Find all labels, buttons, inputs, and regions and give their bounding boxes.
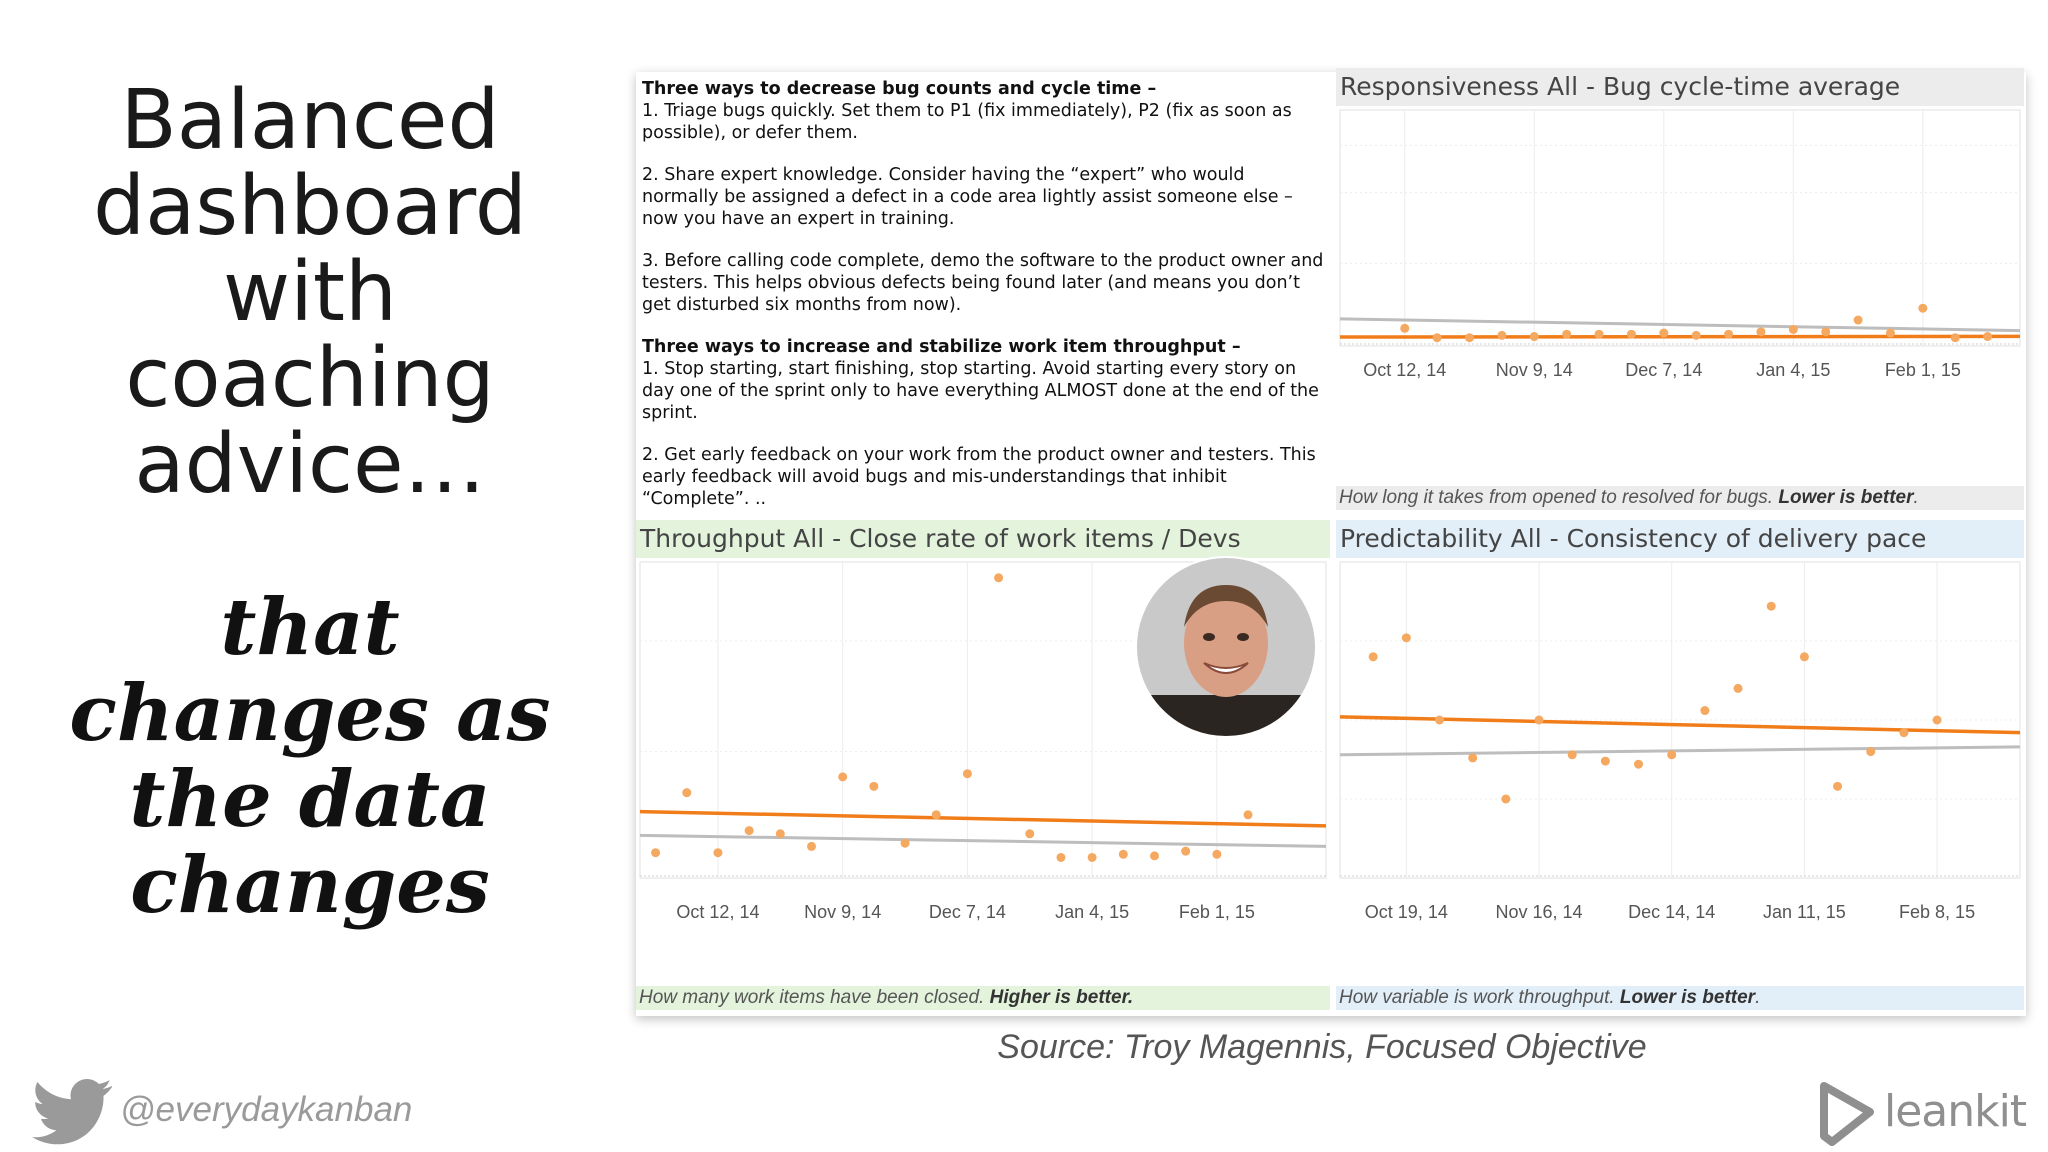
advice-item: 3. Before calling code complete, demo the software to the product owner and testers. This helps obvious defects being found later (and means you don’t get disturbed six months from now). — [642, 251, 1324, 315]
x-tick-label: Nov 9, 14 — [1495, 360, 1573, 380]
data-point — [651, 848, 660, 857]
data-point — [1918, 304, 1927, 313]
data-point — [1627, 330, 1636, 339]
leankit-logo-icon — [1818, 1082, 1876, 1146]
data-point — [1634, 760, 1643, 769]
data-point — [1659, 329, 1668, 338]
data-point — [963, 769, 972, 778]
title-line: with — [223, 245, 397, 340]
data-point — [1951, 333, 1960, 342]
x-tick-label: Dec 7, 14 — [928, 902, 1006, 922]
source-credit: Source: Troy Magennis, Focused Objective — [997, 1028, 1647, 1066]
data-point — [1535, 716, 1544, 725]
data-point — [1400, 324, 1409, 333]
advice-item: 2. Get early feedback on your work from the product owner and testers. This early feedback will avoid bugs and mis-understandings that inhibit “Complete”. .. — [642, 445, 1316, 509]
title-line: dashboard — [93, 159, 527, 254]
data-point — [1983, 332, 1992, 341]
slide-title — [60, 73, 560, 512]
data-point — [1886, 329, 1895, 338]
x-tick-label: Nov 9, 14 — [804, 902, 882, 922]
subtitle-line: changes as — [69, 668, 551, 759]
presenter-avatar — [1134, 555, 1318, 739]
responsiveness-title: Responsiveness All - Bug cycle-time average — [1336, 68, 2024, 106]
x-tick-label: Dec 7, 14 — [1625, 360, 1703, 380]
x-tick-label: Feb 8, 15 — [1899, 902, 1976, 922]
data-point — [1789, 325, 1798, 334]
trend-line — [1340, 336, 2020, 337]
data-point — [1595, 330, 1604, 339]
data-point — [994, 573, 1003, 582]
x-tick-label: Feb 1, 15 — [1884, 360, 1961, 380]
data-point — [1833, 782, 1842, 791]
advice-item: 1. Triage bugs quickly. Set them to P1 (fix immediately), P2 (fix as soon as possible), or defer them. — [642, 101, 1292, 143]
data-point — [1435, 716, 1444, 725]
data-point — [1369, 652, 1378, 661]
subtitle-line: that — [220, 582, 400, 673]
data-point — [932, 810, 941, 819]
coaching-advice — [642, 78, 1326, 518]
data-point — [1866, 747, 1875, 756]
slide-subtitle — [60, 582, 560, 931]
data-point — [869, 782, 878, 791]
subtitle-line: the data — [129, 754, 491, 845]
data-point — [1088, 853, 1097, 862]
x-tick-label: Jan 4, 15 — [1055, 902, 1130, 922]
throughput-caption: How many work items have been closed. Higher is better. — [636, 986, 1330, 1010]
advice-heading: Three ways to increase and stabilize work item throughput – — [642, 337, 1241, 357]
data-point — [1025, 829, 1034, 838]
predictability-title: Predictability All - Consistency of delivery pace — [1336, 520, 2024, 558]
data-point — [1181, 847, 1190, 856]
data-point — [1433, 333, 1442, 342]
data-point — [1056, 853, 1065, 862]
data-point — [1119, 850, 1128, 859]
x-tick-label: Feb 1, 15 — [1178, 902, 1255, 922]
data-point — [1150, 851, 1159, 860]
data-point — [1724, 330, 1733, 339]
data-point — [901, 839, 910, 848]
predictability-caption: How variable is work throughput. Lower is better. — [1336, 986, 2024, 1010]
title-line: Balanced — [120, 73, 500, 168]
advice-item: 1. Stop starting, start finishing, stop starting. Avoid starting every story on day one of the sprint only to have everything ALMOST done at the end of the sprint. — [642, 359, 1319, 423]
leankit-wordmark: leankit — [1884, 1086, 2027, 1137]
data-point — [1767, 602, 1776, 611]
data-point — [1854, 316, 1863, 325]
data-point — [713, 848, 722, 857]
data-point — [1601, 757, 1610, 766]
subtitle-line: changes — [130, 840, 490, 931]
advice-heading: Three ways to decrease bug counts and cycle time – — [642, 79, 1157, 99]
twitter-bird-icon — [32, 1078, 114, 1148]
data-point — [1212, 850, 1221, 859]
data-point — [1562, 330, 1571, 339]
data-point — [1244, 810, 1253, 819]
data-point — [1734, 684, 1743, 693]
twitter-handle: @everydaykanban — [120, 1090, 413, 1129]
advice-item: 2. Share expert knowledge. Consider having the “expert” who would normally be assigned a defect in a code area lightly assist someone else – now you have an expert in training. — [642, 165, 1293, 229]
data-point — [838, 772, 847, 781]
title-line: advice… — [134, 417, 486, 512]
data-point — [1800, 652, 1809, 661]
responsiveness-chart — [1336, 106, 2024, 406]
x-tick-label: Dec 14, 14 — [1628, 902, 1716, 922]
data-point — [1821, 327, 1830, 336]
x-tick-label: Oct 19, 14 — [1364, 902, 1448, 922]
dashboard-image — [636, 72, 2026, 1016]
data-point — [1667, 750, 1676, 759]
data-point — [1465, 333, 1474, 342]
data-point — [745, 826, 754, 835]
data-point — [1501, 795, 1510, 804]
x-tick-label: Oct 12, 14 — [676, 902, 760, 922]
data-point — [1530, 332, 1539, 341]
data-point — [1468, 753, 1477, 762]
data-point — [682, 788, 691, 797]
data-point — [1568, 750, 1577, 759]
data-point — [1692, 331, 1701, 340]
x-tick-label: Jan 4, 15 — [1756, 360, 1831, 380]
title-line: coaching — [125, 331, 495, 426]
data-point — [1700, 706, 1709, 715]
responsiveness-caption: How long it takes from opened to resolved for bugs. Lower is better. — [1336, 486, 2024, 510]
x-tick-label: Oct 12, 14 — [1363, 360, 1447, 380]
data-point — [1497, 331, 1506, 340]
data-point — [807, 842, 816, 851]
predictability-chart — [1336, 558, 2024, 938]
data-point — [776, 829, 785, 838]
x-tick-label: Nov 16, 14 — [1495, 902, 1583, 922]
data-point — [1899, 728, 1908, 737]
throughput-title: Throughput All - Close rate of work items / Devs — [636, 520, 1330, 558]
data-point — [1756, 327, 1765, 336]
x-tick-label: Jan 11, 15 — [1763, 902, 1846, 922]
data-point — [1402, 633, 1411, 642]
data-point — [1933, 716, 1942, 725]
